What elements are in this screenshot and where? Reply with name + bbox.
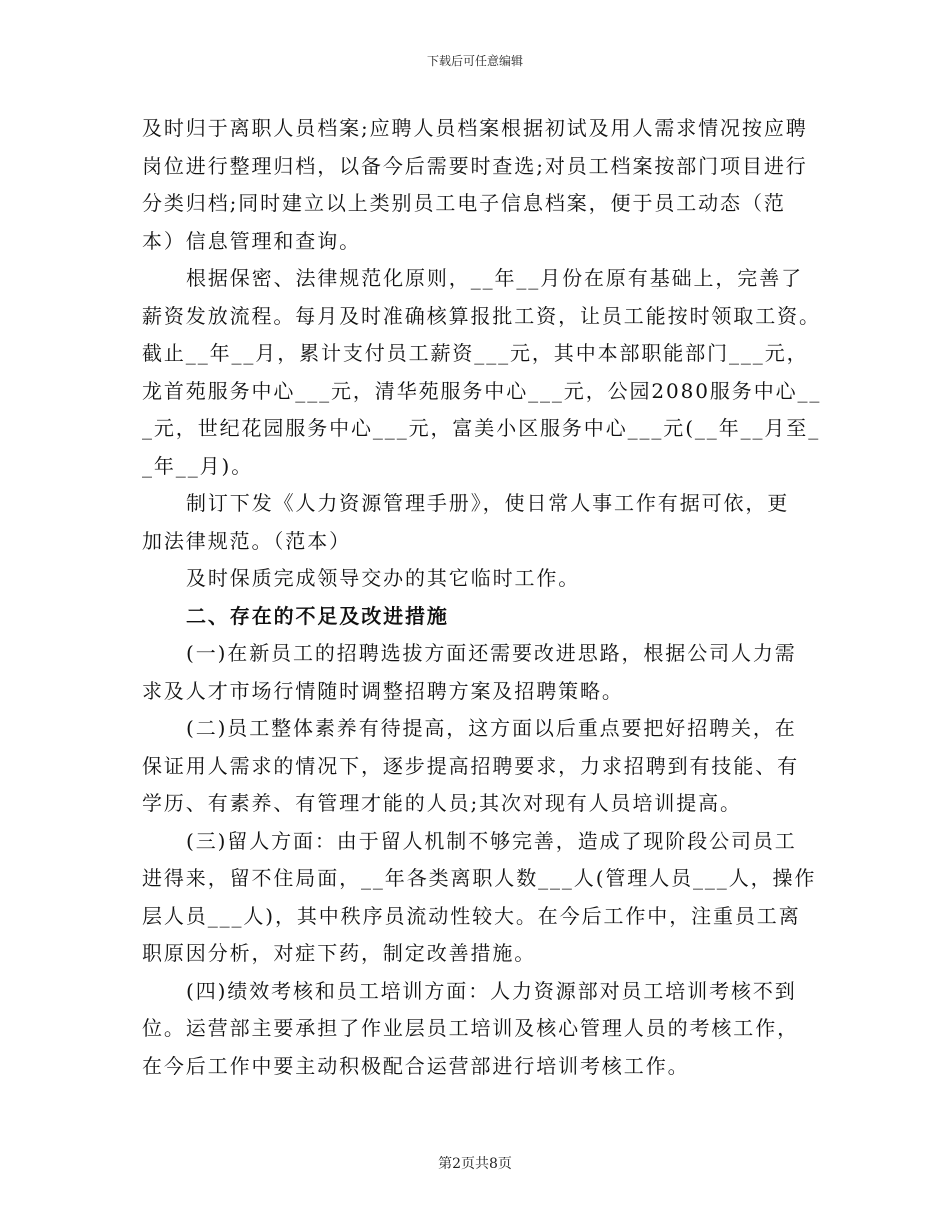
body-line: 求及人才市场行情随时调整招聘方案及招聘策略。 <box>142 678 624 703</box>
body-line: 薪资发放流程。每月及时准确核算报批工资，让员工能按时领取工资。 <box>142 303 821 328</box>
paragraph-start-line: 及时保质完成领导交办的其它临时工作。 <box>186 566 581 590</box>
body-line: _元，世纪花园服务中心___元，富美小区服务中心___元(__年__月至_ <box>142 416 821 440</box>
body-line: 岗位进行整理归档，以备今后需要时查选;对员工档案按部门项目进行 <box>142 153 808 178</box>
page-footer: 第2页共8页 <box>438 1156 512 1172</box>
body-line: 加法律规范。（范本） <box>142 528 351 553</box>
body-line: 职原因分析，对症下药，制定改善措施。 <box>142 941 537 965</box>
body-line: 在今后工作中要主动积极配合运营部进行培训考核工作。 <box>142 1053 690 1078</box>
body-line: 及时归于离职人员档案;应聘人员档案根据初试及用人需求情况按应聘 <box>142 116 808 140</box>
paragraph-start-line: (二)员工整体素养有待提高，这方面以后重点要把好招聘关，在 <box>186 716 797 740</box>
body-line: _年__月)。 <box>142 453 254 478</box>
body-line: 进得来，留不住局面，__年各类离职人数___人(管理人员___人，操作 <box>142 866 817 890</box>
body-line: 层人员___人)，其中秩序员流动性较大。在今后工作中，注重员工离 <box>142 903 801 928</box>
body-line: 分类归档;同时建立以上类别员工电子信息档案，便于员工动态（范 <box>142 191 786 215</box>
section-heading: 二、存在的不足及改进措施 <box>186 603 449 628</box>
paragraph-start-line: 制订下发《人力资源管理手册》，使日常人事工作有据可依，更 <box>186 491 790 515</box>
body-line: 本）信息管理和查询。 <box>142 228 361 253</box>
body-line: 龙首苑服务中心___元，清华苑服务中心___元，公园2080服务中心__ <box>142 378 822 403</box>
paragraph-start-line: (一)在新员工的招聘选拔方面还需要改进思路，根据公司人力需 <box>186 641 797 665</box>
paragraph-start-line: (三)留人方面：由于留人机制不够完善，造成了现阶段公司员工 <box>186 828 797 853</box>
document-body <box>142 110 822 1085</box>
paragraph-start-line: (四)绩效考核和员工培训方面：人力资源部对员工培训考核不到 <box>186 978 797 1003</box>
body-line: 位。运营部主要承担了作业层员工培训及核心管理人员的考核工作， <box>142 1016 799 1040</box>
page-header: 下载后可任意编辑 <box>426 54 523 68</box>
paragraph-start-line: 根据保密、法律规范化原则，__年__月份在原有基础上，完善了 <box>186 266 803 290</box>
body-line: 学历、有素养、有管理才能的人员;其次对现有人员培训提高。 <box>142 791 742 815</box>
body-line: 截止__年__月，累计支付员工薪资___元，其中本部职能部门___元， <box>142 341 809 365</box>
body-line: 保证用人需求的情况下，逐步提高招聘要求，力求招聘到有技能、有 <box>142 753 799 778</box>
